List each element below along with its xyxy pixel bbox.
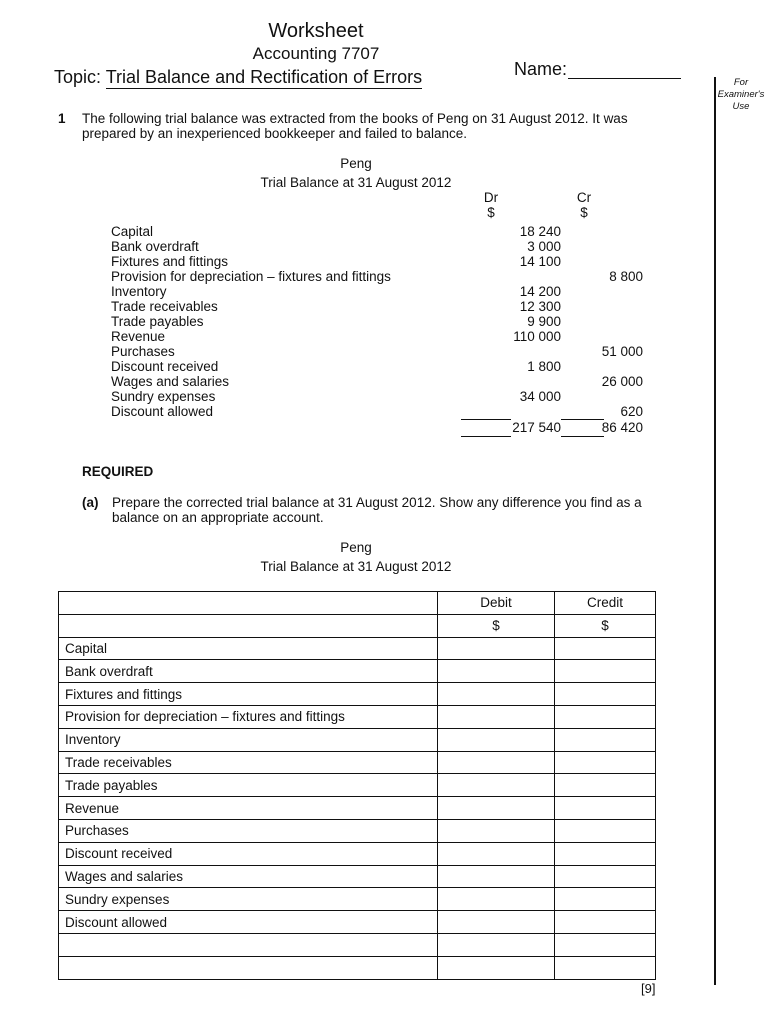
name-blank-line[interactable] <box>568 78 681 79</box>
table-row <box>59 660 656 683</box>
debit-answer-cell[interactable] <box>438 819 555 842</box>
tb-account: Revenue <box>111 329 166 344</box>
tb-account: Trade payables <box>111 314 204 329</box>
tb-account: Wages and salaries <box>111 374 230 389</box>
dr-unit: $ <box>487 205 495 220</box>
table-row <box>59 865 656 888</box>
tb-account: Capital <box>111 224 154 239</box>
cr-unit: $ <box>580 205 588 220</box>
account-cell: Wages and salaries <box>59 865 438 888</box>
tb-account: Provision for depreciation – fixtures and fittings <box>111 269 391 284</box>
table-row <box>59 683 656 706</box>
tb-heading: Trial Balance at 31 August 2012 <box>260 175 452 190</box>
table-row <box>59 842 656 865</box>
debit-header: Debit <box>438 592 555 615</box>
tb-account: Sundry expenses <box>111 389 216 404</box>
debit-answer-cell[interactable] <box>438 705 555 728</box>
credit-answer-cell[interactable] <box>555 933 656 956</box>
debit-answer-cell[interactable] <box>438 774 555 797</box>
tb-cr-value: 8 800 <box>609 269 643 284</box>
table-header-row <box>59 592 656 615</box>
tb-dr-value: 110 000 <box>513 329 561 344</box>
credit-answer-cell[interactable] <box>555 728 656 751</box>
tb-total-dr: 217 540 <box>512 420 561 435</box>
account-cell: Discount allowed <box>59 911 438 934</box>
account-cell: Inventory <box>59 728 438 751</box>
table-row <box>59 774 656 797</box>
table-row <box>59 705 656 728</box>
blank-account-cell[interactable] <box>59 933 438 956</box>
cr-column-header: Cr <box>576 190 592 205</box>
credit-answer-cell[interactable] <box>555 705 656 728</box>
examiner-margin-rule <box>714 77 716 985</box>
topic-heading <box>54 67 422 88</box>
unit-account-cell <box>59 614 438 637</box>
debit-answer-cell[interactable] <box>438 683 555 706</box>
tb-dr-value: 9 900 <box>527 314 561 329</box>
credit-answer-cell[interactable] <box>555 774 656 797</box>
table-row <box>59 637 656 660</box>
debit-answer-cell[interactable] <box>438 842 555 865</box>
account-cell: Bank overdraft <box>59 660 438 683</box>
table-row <box>59 797 656 820</box>
account-cell: Trade receivables <box>59 751 438 774</box>
table-row <box>59 911 656 934</box>
account-cell: Sundry expenses <box>59 888 438 911</box>
tb-dr-value: 3 000 <box>527 239 561 254</box>
table-row <box>59 728 656 751</box>
debit-answer-cell[interactable] <box>438 728 555 751</box>
account-cell: Provision for depreciation – fixtures and fittings <box>59 705 438 728</box>
required-heading: REQUIRED <box>82 464 154 479</box>
account-cell: Purchases <box>59 819 438 842</box>
debit-answer-cell[interactable] <box>438 865 555 888</box>
debit-answer-cell[interactable] <box>438 911 555 934</box>
account-cell: Fixtures and fittings <box>59 683 438 706</box>
tb-dr-value: 18 240 <box>519 224 561 239</box>
credit-answer-cell[interactable] <box>555 819 656 842</box>
debit-answer-cell[interactable] <box>438 660 555 683</box>
tb-cr-value: 26 000 <box>601 374 643 389</box>
name-label: Name: <box>514 59 568 79</box>
credit-answer-cell[interactable] <box>555 842 656 865</box>
dr-total-rule <box>461 436 511 437</box>
topic-label: Topic: <box>54 67 106 87</box>
credit-answer-cell[interactable] <box>555 911 656 934</box>
credit-answer-cell[interactable] <box>555 751 656 774</box>
table-row <box>59 956 656 979</box>
tb-account: Inventory <box>111 284 167 299</box>
dr-column-header: Dr <box>483 190 499 205</box>
tb-account: Purchases <box>111 344 175 359</box>
header-account-cell <box>59 592 438 615</box>
debit-answer-cell[interactable] <box>438 956 555 979</box>
debit-answer-cell[interactable] <box>438 797 555 820</box>
tb-cr-value: 620 <box>620 404 643 419</box>
corrected-trial-balance-table <box>58 591 656 980</box>
question-intro: The following trial balance was extracted from the books of Peng on 31 August 2012. It was prepared by an inexperienced bookkeeper and failed to balance. <box>82 111 628 141</box>
examiner-use-note: For Examiner's Use <box>717 77 765 112</box>
debit-answer-cell[interactable] <box>438 933 555 956</box>
credit-answer-cell[interactable] <box>555 637 656 660</box>
table-row <box>59 933 656 956</box>
account-cell: Capital <box>59 637 438 660</box>
credit-answer-cell[interactable] <box>555 797 656 820</box>
cr-total-rule <box>561 436 604 437</box>
part-a-label: (a) <box>82 495 99 510</box>
debit-unit: $ <box>438 614 555 637</box>
tb-dr-value: 12 300 <box>519 299 561 314</box>
tb-account: Trade receivables <box>111 299 218 314</box>
part-a-instruction: Prepare the corrected trial balance at 31 August 2012. Show any difference you find as a balance on an appropriate account. <box>112 495 642 525</box>
tb-dr-value: 14 200 <box>519 284 561 299</box>
tb-dr-value: 1 800 <box>527 359 561 374</box>
account-cell: Revenue <box>59 797 438 820</box>
debit-answer-cell[interactable] <box>438 637 555 660</box>
tb-total-cr: 86 420 <box>601 420 643 435</box>
credit-answer-cell[interactable] <box>555 660 656 683</box>
account-cell: Trade payables <box>59 774 438 797</box>
credit-answer-cell[interactable] <box>555 865 656 888</box>
table-row <box>59 888 656 911</box>
table-unit-row <box>59 614 656 637</box>
credit-header: Credit <box>555 592 656 615</box>
worksheet-title: Worksheet <box>268 20 364 42</box>
table-row <box>59 751 656 774</box>
tb-account: Fixtures and fittings <box>111 254 229 269</box>
tb-business-name: Peng <box>340 156 372 171</box>
blank-account-cell[interactable] <box>59 956 438 979</box>
answer-heading: Trial Balance at 31 August 2012 <box>260 559 452 574</box>
credit-answer-cell[interactable] <box>555 956 656 979</box>
tb-cr-value: 51 000 <box>601 344 643 359</box>
credit-answer-cell[interactable] <box>555 888 656 911</box>
credit-answer-cell[interactable] <box>555 683 656 706</box>
debit-answer-cell[interactable] <box>438 751 555 774</box>
course-subtitle: Accounting 7707 <box>252 44 380 63</box>
tb-account: Discount allowed <box>111 404 214 419</box>
debit-answer-cell[interactable] <box>438 888 555 911</box>
table-row <box>59 819 656 842</box>
tb-account: Bank overdraft <box>111 239 199 254</box>
tb-account: Discount received <box>111 359 219 374</box>
tb-dr-value: 14 100 <box>519 254 561 269</box>
credit-unit: $ <box>555 614 656 637</box>
marks-allocation: [9] <box>641 981 656 996</box>
answer-business-name: Peng <box>340 540 372 555</box>
tb-dr-value: 34 000 <box>519 389 561 404</box>
account-cell: Discount received <box>59 842 438 865</box>
question-number: 1 <box>58 111 66 126</box>
topic-text: Trial Balance and Rectification of Errors <box>105 67 423 87</box>
